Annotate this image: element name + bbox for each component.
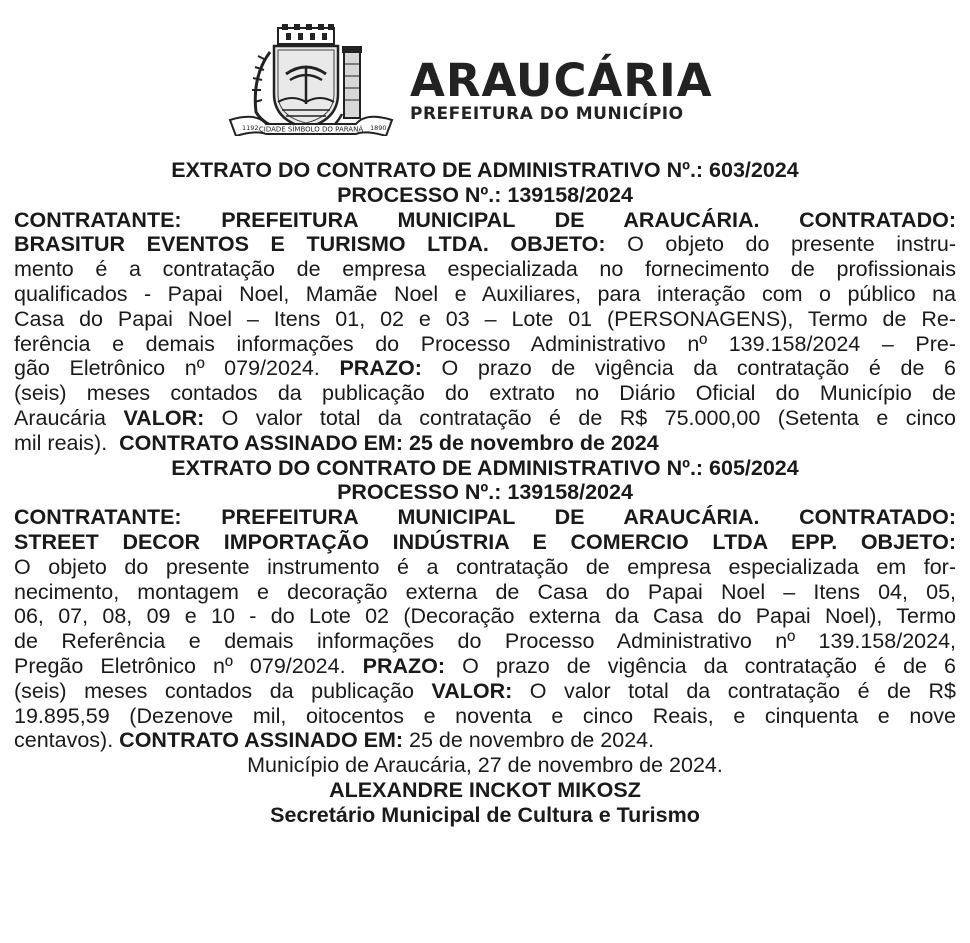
extract-2-title: EXTRATO DO CONTRATO DE ADMINISTRATIVO Nº.: 605/2024 — [171, 455, 799, 480]
extract-2-line: centavos). CONTRATO ASSINADO EM: 25 de novembro de 2024. — [14, 728, 655, 753]
extract-1-line: ferência e demais informações do Processo Administrativo nº 139.158/2024 – Pre- — [14, 331, 956, 356]
extract-1-line: Casa do Papai Noel – Itens 01, 02 e 03 – Lote 01 (PERSONAGENS), Termo de Re- — [14, 306, 956, 331]
extract-1-line: Araucária VALOR: O valor total da contratação é de R$ 75.000,00 (Setenta e cinco — [14, 405, 956, 430]
extract-1-line: (seis) meses contados da publicação do extrato no Diário Oficial do Município de — [14, 381, 956, 406]
extract-1-line: gão Eletrônico nº 079/2024. PRAZO: O prazo de vigência da contratação é de 6 — [14, 356, 956, 381]
extract-2-line: de Referência e demais informações do Processo Administrativo nº 139.158/2024, — [14, 629, 956, 654]
extract-2-line: STREET DECOR IMPORTAÇÃO INDÚSTRIA E COMERCIO LTDA EPP. OBJETO: — [14, 529, 956, 554]
seal-motto: CIDADE SÍMBOLO DO PARANÁ — [258, 125, 364, 134]
place-date: Município de Araucária, 27 de novembro de 2024. — [247, 753, 723, 778]
extract-1-line: BRASITUR EVENTOS E TURISMO LTDA. OBJETO: O objeto do presente instru- — [14, 232, 956, 257]
seal-year-right: 1890 — [370, 124, 387, 132]
extract-1-line: CONTRATANTE: PREFEITURA MUNICIPAL DE ARAUCÁRIA. CONTRATADO: — [14, 207, 956, 232]
header — [226, 24, 746, 136]
extract-2-line: O objeto do presente instrumento é a contratação de empresa especializada em for- — [14, 554, 956, 579]
brand-subtitle: PREFEITURA DO MUNICÍPIO — [410, 104, 684, 124]
extract-1-line: mil reais). CONTRATO ASSINADO EM: 25 de novembro de 2024 — [14, 430, 659, 455]
seal-year-left: 1192 — [242, 124, 259, 132]
signer-role: Secretário Municipal de Cultura e Turismo — [270, 802, 700, 827]
document-body — [14, 158, 956, 828]
extract-1-process: PROCESSO Nº.: 139158/2024 — [337, 182, 633, 207]
extract-2-line: (seis) meses contados da publicação VALOR: O valor total da contratação é de R$ — [14, 678, 957, 703]
extract-2-process: PROCESSO Nº.: 139158/2024 — [337, 480, 633, 505]
signer-name: ALEXANDRE INCKOT MIKOSZ — [329, 777, 641, 802]
extract-1-line: mento é a contratação de empresa especializada no fornecimento de profissionais — [14, 257, 956, 282]
extract-2-line: Pregão Eletrônico nº 079/2024. PRAZO: O prazo de vigência da contratação é de 6 — [14, 653, 956, 678]
extract-1-title: EXTRATO DO CONTRATO DE ADMINISTRATIVO Nº.: 603/2024 — [171, 158, 799, 182]
extract-2-line: CONTRATANTE: PREFEITURA MUNICIPAL DE ARAUCÁRIA. CONTRATADO: — [14, 505, 956, 530]
extract-2-line: necimento, montagem e decoração externa de Casa do Papai Noel – Itens 04, 05, — [14, 579, 956, 604]
brand-name: ARAUCÁRIA — [410, 54, 713, 107]
coat-of-arms-icon — [226, 24, 396, 136]
extract-2-line: 06, 07, 08, 09 e 10 - do Lote 02 (Decoração externa da Casa do Papai Noel), Termo — [14, 604, 956, 629]
extract-2-line: 19.895,59 (Dezenove mil, oitocentos e noventa e cinco Reais, e cinquenta e nove — [14, 703, 956, 728]
extract-1-line: qualificados - Papai Noel, Mamãe Noel e Auxiliares, para interação com o público na — [14, 281, 956, 306]
brand-block — [410, 54, 713, 124]
